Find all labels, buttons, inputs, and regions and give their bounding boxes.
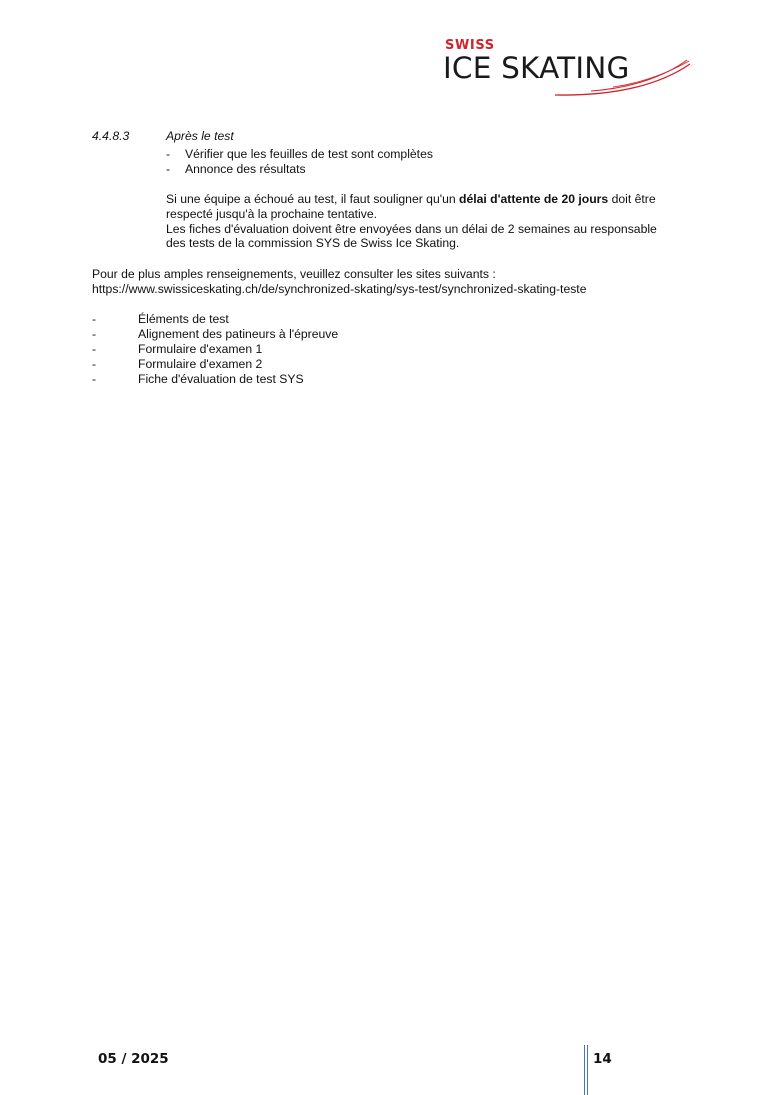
section-title: Après le test bbox=[166, 129, 234, 143]
logo-swoosh-icon bbox=[443, 38, 693, 100]
paragraph-line: des tests de la commission SYS de Swiss Ice Skating. bbox=[166, 236, 460, 250]
footer-date: 05 / 2025 bbox=[98, 1051, 169, 1067]
footer-divider bbox=[587, 1045, 588, 1095]
list-item: Formulaire d'examen 1 bbox=[138, 342, 263, 356]
logo-ice-skating-text: ICE SKATING bbox=[443, 51, 630, 85]
dash-marker: - bbox=[92, 357, 97, 371]
dash-marker: - bbox=[166, 147, 171, 161]
dash-marker: - bbox=[92, 372, 97, 386]
list-item: Éléments de test bbox=[138, 312, 229, 326]
paragraph-line: respecté jusqu'à la prochaine tentative. bbox=[166, 207, 378, 221]
list-item: Fiche d'évaluation de test SYS bbox=[138, 372, 304, 386]
paragraph-text: doit être bbox=[608, 192, 656, 206]
info-url-link[interactable]: https://www.swissiceskating.ch/de/synchronized-skating/sys-test/synchronized-skating-teste bbox=[92, 282, 587, 296]
paragraph-line bbox=[166, 192, 656, 207]
list-item: Annonce des résultats bbox=[185, 162, 306, 176]
list-item: Formulaire d'examen 2 bbox=[138, 357, 263, 371]
info-intro: Pour de plus amples renseignements, veuillez consulter les sites suivants : bbox=[92, 267, 496, 281]
waiting-period-emphasis: délai d'attente de 20 jours bbox=[459, 192, 609, 206]
dash-marker: - bbox=[92, 327, 97, 341]
paragraph-text: Si une équipe a échoué au test, il faut souligner qu'un bbox=[166, 192, 460, 206]
dash-marker: - bbox=[92, 342, 97, 356]
logo-swiss-text: SWISS bbox=[445, 38, 495, 53]
paragraph-line: Les fiches d'évaluation doivent être envoyées dans un délai de 2 semaines au responsable bbox=[166, 222, 657, 236]
dash-marker: - bbox=[92, 312, 97, 326]
list-item: Vérifier que les feuilles de test sont complètes bbox=[185, 147, 433, 161]
section-number: 4.4.8.3 bbox=[92, 129, 130, 143]
swiss-ice-skating-logo bbox=[443, 38, 693, 100]
dash-marker: - bbox=[166, 162, 171, 176]
list-item: Alignement des patineurs à l'épreuve bbox=[138, 327, 339, 341]
footer-divider bbox=[584, 1045, 585, 1095]
page-number: 14 bbox=[593, 1051, 612, 1067]
